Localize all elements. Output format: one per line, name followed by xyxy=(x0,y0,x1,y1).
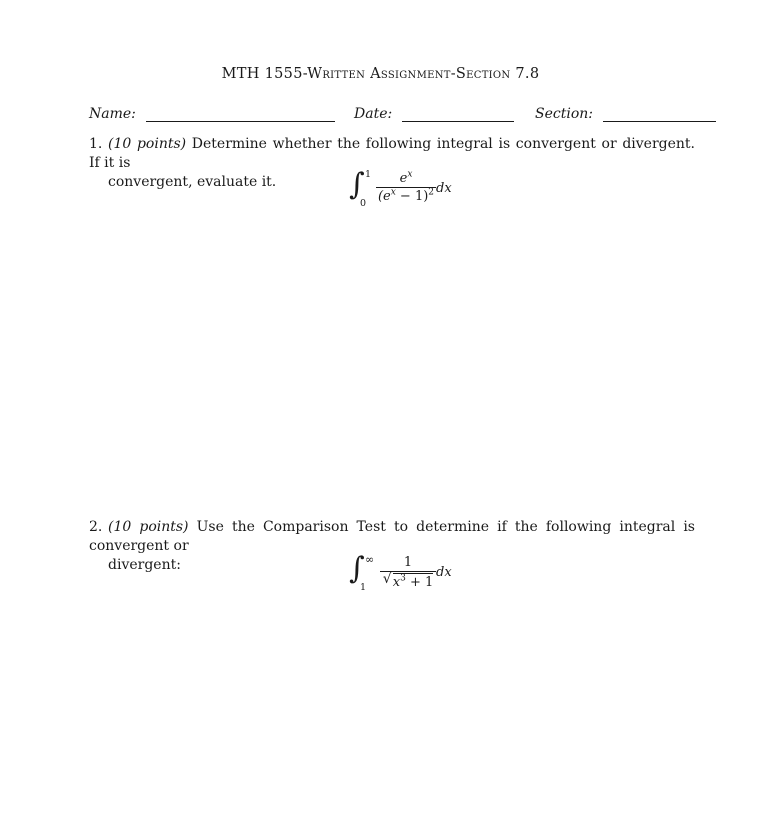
differential: dx xyxy=(436,565,452,580)
integrand-fraction xyxy=(376,171,436,204)
integral-lower-limit: 1 xyxy=(360,582,367,593)
fraction-denominator xyxy=(380,572,436,590)
date-label: Date: xyxy=(354,106,393,122)
integrand-fraction xyxy=(380,555,436,590)
integral-upper-limit: ∞ xyxy=(365,553,375,566)
name-field-row xyxy=(89,106,335,122)
integral-lower-limit: 0 xyxy=(360,198,367,209)
radicand: $x^3 + 1$ xyxy=(392,573,434,590)
section-label: Section: xyxy=(535,106,593,122)
problem-text-line2: divergent: xyxy=(108,557,181,573)
fraction-numerator: $e^x$ xyxy=(399,169,413,186)
problem-text-line2: convergent, evaluate it. xyxy=(108,174,277,190)
name-blank-line[interactable] xyxy=(146,107,335,122)
problem-points: (10 points) xyxy=(108,519,189,535)
radical-sign: √ xyxy=(382,571,392,587)
problem-number: 1. xyxy=(89,136,103,152)
integral-1 xyxy=(343,168,483,218)
page-title: MTH 1555-Written Assignment-Section 7.8 xyxy=(221,66,540,82)
integral-sign: ∫ xyxy=(349,167,365,202)
differential: dx xyxy=(436,181,452,196)
name-label: Name: xyxy=(89,106,136,122)
problem-points: (10 points) xyxy=(108,136,187,152)
problem-text-line1: Determine whether the following integral is convergent or divergent. If it is xyxy=(89,136,695,171)
integral-2 xyxy=(343,552,483,602)
date-blank-line[interactable] xyxy=(402,107,514,122)
fraction-numerator: 1 xyxy=(403,555,413,570)
problem-text-line1: Use the Comparison Test to determine if the following integral is convergent or xyxy=(89,519,695,554)
integral-upper-limit: 1 xyxy=(365,169,372,180)
integral-sign: ∫ xyxy=(349,551,365,586)
square-root xyxy=(383,573,434,590)
section-blank-line[interactable] xyxy=(603,107,716,122)
date-field-row xyxy=(354,106,514,122)
problem-number: 2. xyxy=(89,519,103,535)
section-field-row xyxy=(535,106,716,122)
fraction-denominator: $(e^x - 1)^2$ xyxy=(377,187,435,204)
